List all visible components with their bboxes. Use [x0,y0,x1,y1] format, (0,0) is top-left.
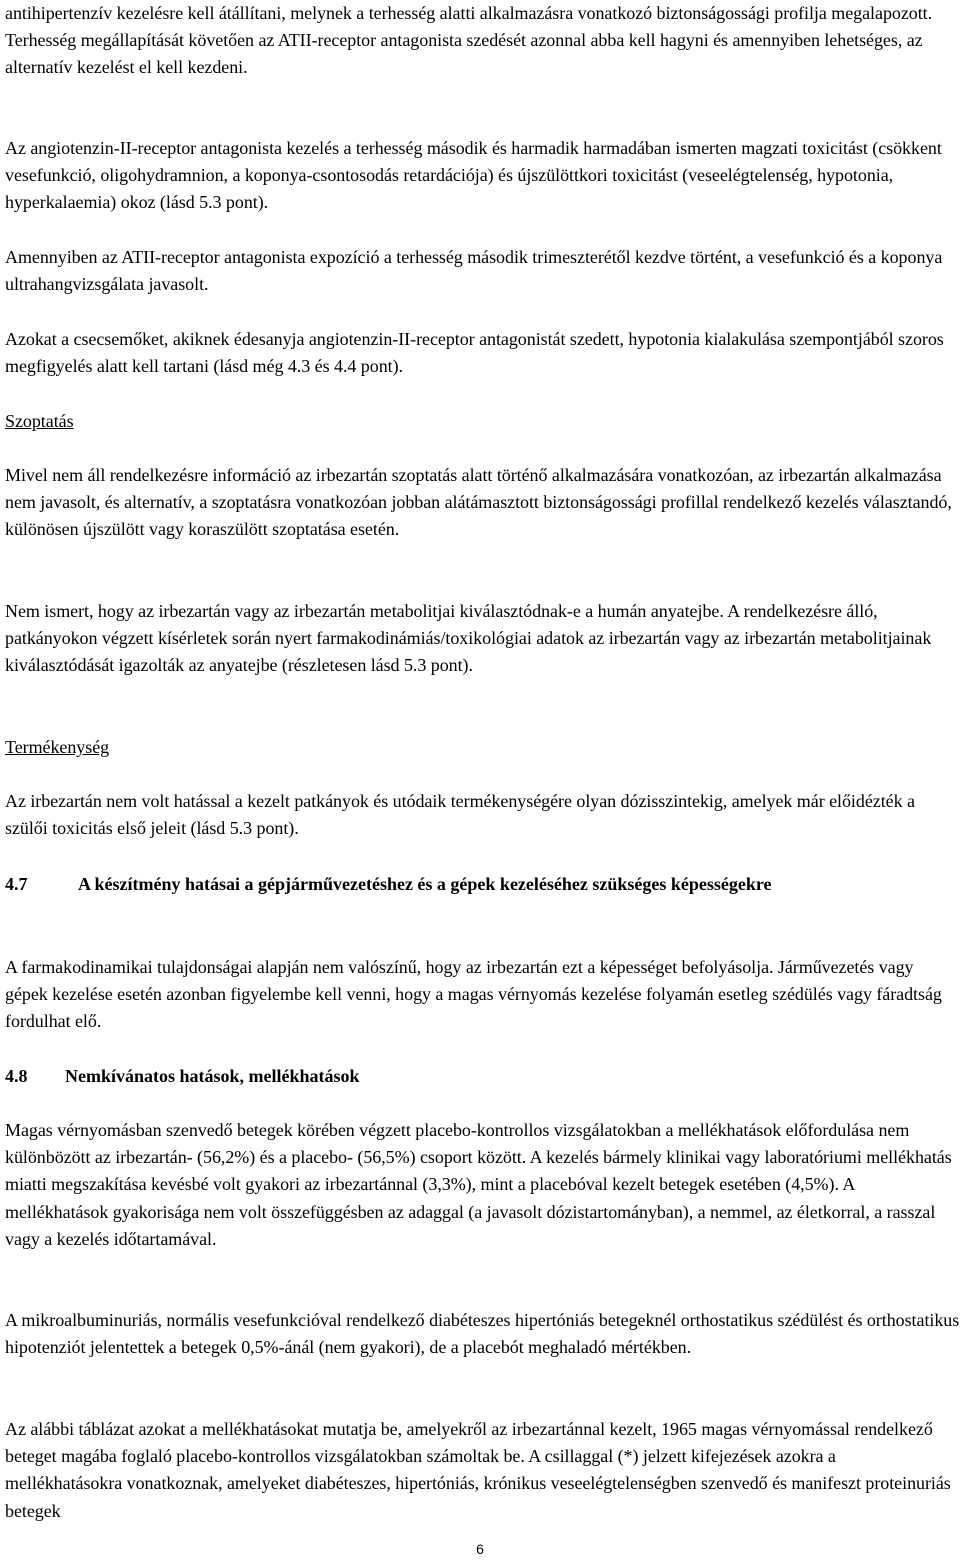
paragraph-adverse-overview: Magas vérnyomásban szenvedő betegek körében végzett placebo-kontrollos vizsgálatokban a mellékhatások előfordulása nem különbözött az irbezartán- (56,2%) és a placebo- (56,5%) csoport között. A kezelés bármely klinikai vagy laboratóriumi mellékhatás miatti megszakítása kevésbé volt gyakori az irbezartánnal (3,3%), mint a placebóval kezelt betegek esetében (4,5%). A mellékhatások gyakorisága nem volt összefüggésben az adaggal (a javasolt dózistartományban), a nemmel, az életkorral, a rasszal vagy a kezelés időtartamával. [5,1120,952,1249]
section-number: 4.8 [5,1066,28,1086]
paragraph-breast-milk: Nem ismert, hogy az irbezartán vagy az irbezartán metabolitjai kiválasztódnak-e a humán anyatejbe. A rendelkezésre álló, patkányokon végzett kísérletek során nyert farmakodinámiás/toxikológiai adatok az irbezartán vagy az irbezartán metabolitjainak kiválasztódását igazolták az anyatejbe (részletesen lásd 5.3 pont). [5,601,932,676]
heading-breastfeeding: Szoptatás [5,411,74,431]
paragraph-pregnancy-switch: antihipertenzív kezelésre kell átállítani, melynek a terhesség alatti alkalmazásra vonatkozó biztonságossági profilja megalapozott. Terhesség megállapítását követően az ATII-receptor antagonista szedését azonnal abba kell hagyni és amennyiben lehetséges, az alternatív kezelést el kell kezdeni. [5,3,933,78]
paragraph-table-intro: Az alábbi táblázat azokat a mellékhatásokat mutatja be, amelyekről az irbezartánnal kezelt, 1965 magas vérnyomással rendelkező beteget magába foglaló placebo-kontrollos vizsgálatokban számoltak be. A csillaggal (*) jelzett kifejezések azokra a mellékhatásokra vonatkoznak, amelyeket diabéteszes, hipertóniás, krónikus veseelégtelenségben szenvedő és manifeszt proteinuriás betegek [5,1419,951,1521]
paragraph-fetal-toxicity: Az angiotenzin-II-receptor antagonista kezelés a terhesség második és harmadik harmadában ismerten magzati toxicitást (csökkent vesefunkció, oligohydramnion, a koponya-csontosodás retardációja) és újszülöttkori toxicitást (veseelégtelenség, hypotonia, hyperkalaemia) okoz (lásd 5.3 pont). [5,138,942,213]
section-title: Nemkívánatos hatások, mellékhatások [65,1066,360,1086]
paragraph-infant-monitoring: Azokat a csecsemőket, akiknek édesanyja angiotenzin-II-receptor antagonistát szedett, hypotonia kialakulása szempontjából szoros megfigyelés alatt kell tartani (lásd még 4.3 és 4.4 pont). [5,329,944,377]
paragraph-ultrasound: Amennyiben az ATII-receptor antagonista expozíció a terhesség második trimeszterétől kezdve történt, a vesefunkció és a koponya ultrahangvizsgálata javasolt. [5,247,943,295]
paragraph-breastfeeding-info: Mivel nem áll rendelkezésre információ az irbezartán szoptatás alatt történő alkalmazására vonatkozóan, az irbezartán alkalmazása nem javasolt, és alternatív, a szoptatásra vonatkozóan jobban alátámasztott biztonságossági profillal rendelkező kezelés választandó, különösen újszülött vagy koraszülött szoptatása esetén. [5,465,952,540]
heading-fertility: Termékenység [5,737,110,757]
section-heading-4-7 [5,871,955,898]
section-heading-4-8 [5,1063,955,1090]
page-number: 6 [476,1541,484,1557]
paragraph-driving: A farmakodinamikai tulajdonságai alapján nem valószínű, hogy az irbezartán ezt a képességet befolyásolja. Járművezetés vagy gépek kezelése esetén azonban figyelembe kell venni, hogy a magas vérnyomás kezelése folyamán esetleg szédülés vagy fáradtság fordulhat elő. [5,957,942,1032]
paragraph-microalbuminuria: A mikroalbuminuriás, normális vesefunkcióval rendelkező diabéteszes hipertóniás betegeknél orthostatikus szédülést és orthostatikus hipotenziót jelentettek a betegek 0,5%-ánál (nem gyakori), de a placebót meghaladó mértékben. [5,1310,960,1358]
section-number: 4.7 [5,874,28,894]
section-title: A készítmény hatásai a gépjárművezetéshez és a gépek kezeléséhez szükséges képességekre [78,874,772,894]
paragraph-fertility: Az irbezartán nem volt hatással a kezelt patkányok és utódaik termékenységére olyan dózisszintekig, amelyek már előidézték a szülői toxicitás első jeleit (lásd 5.3 pont). [5,791,915,839]
